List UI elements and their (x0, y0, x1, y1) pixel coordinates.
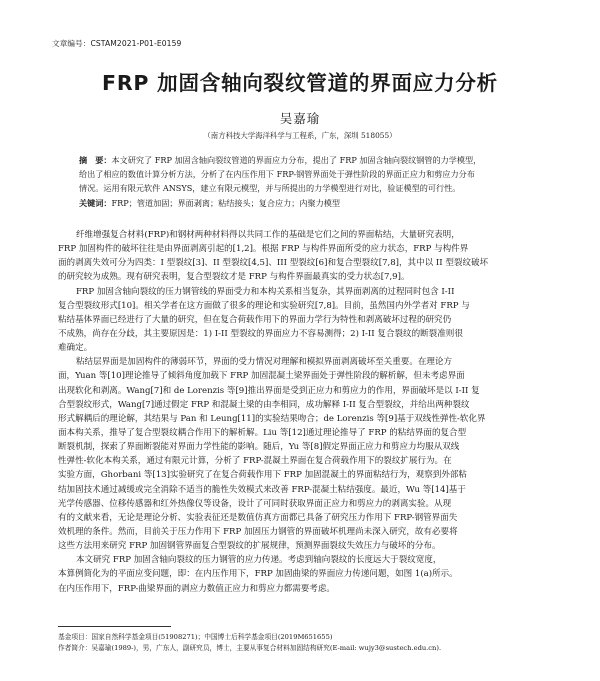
abstract-line: 给出了相应的数值计算分析方法，分析了在内压作用下 FRP-钢管界面处于弹性阶段的界面正应力和剪应力分布 (79, 169, 475, 180)
body-line: FRP 加固构件的破坏往往是由界面剥离引起的[1,2]。根据 FRP 与构件界面所受的应力状态，FRP 与构件界 (58, 244, 469, 255)
footnote-author-bio: 作者简介：吴嘉瑜(1989-)，男，广东人，副研究员，博士，主要从事复合材料加固结构研究(E-mail: wujy3@sustech.edu.cn). (58, 644, 442, 652)
body-line: 效机理的条件。然而，目前关于压力作用下 FRP 加固压力钢管的界面破坏机理尚未深入研究，故有必要将 (58, 526, 458, 537)
body-line: 结加固技术通过减缓或完全消除不适当的脆性失效模式来改善 FRP-混凝土粘结强度。最近，Wu 等[14]基于 (58, 484, 466, 495)
body-line: 纤维增强复合材料(FRP)和钢材两种材料得以共同工作的基础是它们之间的界面粘结，大量研究表明， (76, 230, 460, 240)
footnotes (58, 632, 548, 654)
keywords-label: 关键词： (79, 197, 112, 208)
body-line: 不成熟，尚存在分歧，其主要原因是：1) I-II 型裂纹的界面应力不容易测得；2) I-II 复合裂纹的断裂准则很 (58, 328, 463, 339)
body-line: 这些方法用来研究 FRP 加固钢管界面复合型裂纹的扩展规律，预测界面裂纹失效压力与破坏的分布。 (58, 541, 441, 552)
document-number: 文章编号：CSTAM2021-P01-E0159 (52, 39, 182, 48)
body-line: 在内压作用下，FRP-曲梁界面的剥应力数值正应力和剪应力都需要考虑。 (58, 583, 335, 594)
body-line: 面，Yuan 等[10]理论推导了倾斜角度加载下 FRP 加固混凝土梁界面处于弹性阶段的解析解，但未考虑界面 (58, 371, 465, 382)
paper-title: FRP 加固含轴向裂纹管道的界面应力分析 (102, 71, 498, 95)
footnote-funding: 基金项目：国家自然科学基金项目(51908271)；中国博士后科学基金项目(2019M651655) (58, 633, 333, 641)
body-line: 出现软化和剥离。Wang[7]和 de Lorenzis 等[9]推出界面是受到正应力和剪应力的作用，界面破坏是以 I-II 复 (58, 385, 480, 396)
abstract-line: 摘 要：本文研究了 FRP 加固含轴向裂纹管道的界面应力分布，提出了 FRP 加固含轴向裂纹钢管的力学模型， (79, 155, 482, 165)
author-affiliation: （南方科技大学海洋科学与工程系，广东，深圳 518055） (203, 131, 397, 140)
abstract-line: 情况。运用有限元软件 ANSYS，建立有限元模型，并与所提出的力学模型进行对比，验证模型的可行性。 (79, 183, 461, 194)
body-line: 性弹性-软化本构关系，通过有限元计算，分析了 FRP-混凝土界面在复合荷载作用下的裂纹扩展行为。在 (58, 456, 452, 467)
body-line: 断裂机制，探索了界面断裂能对界面力学性能的影响。随后，Yu 等[8]假定界面正应力和剪应力均服从双线 (58, 442, 460, 453)
body-line: 粘结层界面是加固构件的薄弱环节，界面的受力情况对理解和模拟界面剥离破坏至关重要。在理论方 (76, 357, 453, 368)
abstract-block (79, 153, 535, 210)
body-line: 面本构关系，推导了复合型裂纹耦合作用下的解析解。Liu 等[12]通过理论推导了 FRP 的粘结界面的复合型 (58, 427, 467, 438)
body-line: 本算例简化为的平面应变问题，即：在内压作用下，FRP 加固曲梁的界面应力传递问题，如图 1(a)所示。 (58, 569, 458, 580)
author-name: 吴嘉瑜 (279, 111, 321, 126)
body-line: 有的文献来看，无论是理论分析、实验表征还是数值仿真方面都已具备了研究压力作用下 FRP-钢管界面失 (58, 512, 458, 523)
keywords-text: FRP；管道加固；界面剥离；粘结接头；复合应力；内聚力模型 (111, 197, 340, 208)
body-line: 光学传感器、位移传感器和红外热像仪等设备，设计了可同时获取界面正应力和剪应力的剥离实验。从现 (58, 498, 452, 509)
body-line: 实验方面，Ghorbani 等[13]实验研究了在复合荷载作用下 FRP 加固混凝土的界面粘结行为，观察到外部粘 (58, 470, 467, 481)
body-line: 的研究较为成熟。现有研究表明，复合型裂纹才是 FRP 与构件界面最真实的受力状态[7,9]。 (58, 272, 410, 283)
body-line: 本文研究 FRP 加固含轴向裂纹的压力钢管的应力传递。考虑到轴向裂纹的长度远大于裂纹宽度， (76, 555, 442, 566)
body-line: FRP 加固含轴向裂纹的压力钢管线的界面受力和本构关系相当复杂，其界面剥离的过程同时包含 I-II (76, 286, 455, 297)
body-line: 难确定。 (58, 343, 93, 354)
body-line: 粘结基体界面已经进行了大量的研究，但在复合荷载作用下的界面力学行为特性和剥离破坏过程的研究仍 (58, 314, 452, 325)
body-text (58, 228, 544, 596)
abstract-label: 摘 要： (79, 155, 112, 165)
body-line: 面的剥离失效可分为四类：I 型裂纹[3]、II 型裂纹[4,5]、III 型裂纹[6]和复合型裂纹[7,8]，其中以 II 型裂纹破坏 (58, 258, 489, 269)
keywords-line (79, 196, 535, 210)
body-line: 形式解耦后的理论解，其结果与 Pan 和 Leung[11]的实验结果吻合；de Lorenzis 等[9]基于双线性弹性-软化界 (58, 413, 486, 424)
body-line: 复合型裂纹形式[10]。相关学者在这方面做了很多的理论和实验研究[7,8]。目前，虽然国内外学者对 FRP 与 (58, 300, 470, 311)
body-line: 合型裂纹形式，Wang[7]通过假定 FRP 和混凝土梁的由李相同，成功解释 I-II 复合型裂纹，并给出两种裂纹 (58, 399, 470, 410)
footnote-divider (58, 626, 171, 627)
